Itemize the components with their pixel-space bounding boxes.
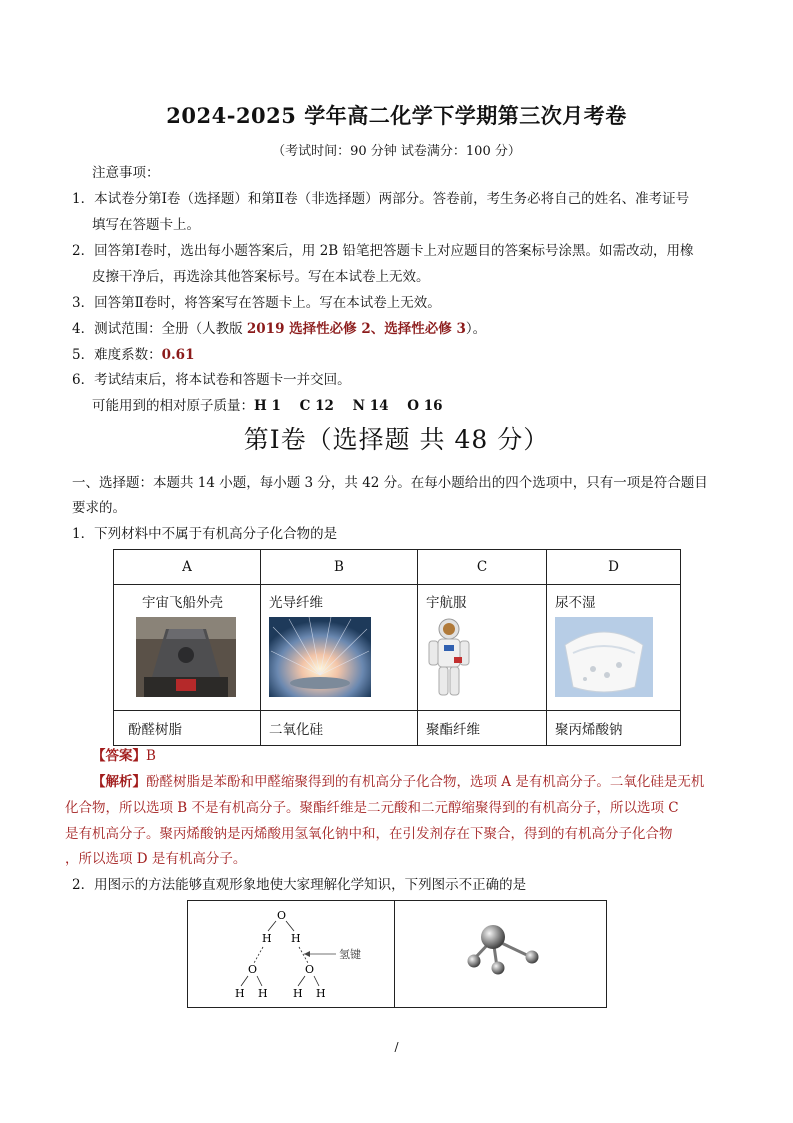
capsule-image [136, 617, 236, 697]
analysis-line-1: 【解析】酚醛树脂是苯酚和甲醛缩聚得到的有机高分子化合物，选项 A 是有机高分子。二氧化硅是无机 [92, 774, 705, 790]
question-2-figures [187, 900, 607, 1008]
exam-info: （考试时间：90 分钟 试卷满分：100 分） [272, 144, 521, 159]
note-2-cont: 皮擦干净后，再选涂其他答案标号。写在本试卷上无效。 [92, 269, 430, 285]
svg-text:O: O [277, 909, 287, 922]
note-2: 2．回答第Ⅰ卷时，选出每小题答案后，用 2B 铅笔把答题卡上对应题目的答案标号涂黑。如需改动，用橡 [72, 243, 694, 259]
note-3: 3．回答第Ⅱ卷时，将答案写在答题卡上。写在本试卷上无效。 [72, 295, 441, 311]
option-b-item: 光导纤维 [269, 595, 323, 611]
option-b-letter: B [261, 550, 418, 585]
ball-stick-model [395, 901, 606, 1007]
svg-text:H: H [293, 987, 303, 1000]
svg-text:O: O [248, 963, 258, 976]
note-1-cont: 填写在答题卡上。 [92, 217, 200, 233]
option-d-item: 尿不湿 [555, 595, 596, 611]
spacesuit-image [424, 617, 474, 697]
option-a-material: 酚醛树脂 [114, 711, 261, 746]
fiber-optic-image [269, 617, 371, 697]
hydrogen-bond-diagram [188, 901, 394, 1007]
note-1: 1．本试卷分第Ⅰ卷（选择题）和第Ⅱ卷（非选择题）两部分。答卷前，考生务必将自己的姓名、准考证号 [72, 191, 690, 207]
option-c-item: 宇航服 [426, 595, 467, 611]
answer: 【答案】B [92, 748, 156, 764]
option-c-letter: C [418, 550, 547, 585]
svg-text:H: H [316, 987, 326, 1000]
option-d-material: 聚丙烯酸钠 [547, 711, 681, 746]
option-b-material: 二氧化硅 [261, 711, 418, 746]
svg-text:O: O [305, 963, 315, 976]
page-number: / [394, 1040, 399, 1054]
option-a-item: 宇宙飞船外壳 [142, 595, 223, 611]
diaper-image [555, 617, 653, 697]
instructions-line-1: 一、选择题：本题共 14 小题，每小题 3 分，共 42 分。在每小题给出的四个选项中，只有一项是符合题目 [72, 475, 708, 491]
option-d-letter: D [547, 550, 681, 585]
notes-heading: 注意事项： [92, 165, 160, 181]
atomic-masses: 可能用到的相对原子质量：H 1 C 12 N 14 O 16 [92, 398, 443, 414]
section-title: 第Ⅰ卷（选择题 共 48 分） [243, 425, 550, 454]
options-table [113, 549, 681, 746]
page-title: 2024-2025 学年高二化学下学期第三次月考卷 [166, 103, 627, 128]
analysis-line-2: 化合物，所以选项 B 不是有机高分子。聚酯纤维是二元酸和二元醇缩聚得到的有机高分子，所以选项 C [65, 800, 679, 816]
analysis-line-3: 是有机高分子。聚丙烯酸钠是丙烯酸用氢氧化钠中和，在引发剂存在下聚合，得到的有机高分子化合物 [65, 826, 673, 842]
question-2-stem: 2．用图示的方法能够直观形象地使大家理解化学知识，下列图示不正确的是 [72, 877, 527, 893]
note-5: 5．难度系数：0.61 [72, 347, 195, 363]
svg-text:H: H [291, 932, 301, 945]
svg-text:H: H [258, 987, 268, 1000]
instructions-line-2: 要求的。 [72, 500, 126, 516]
option-c-material: 聚酯纤维 [418, 711, 547, 746]
svg-text:H: H [235, 987, 245, 1000]
analysis-line-4: ，所以选项 D 是有机高分子。 [65, 851, 247, 867]
hydrogen-bond-label: 氢键 [339, 948, 361, 961]
question-1-stem: 1．下列材料中不属于有机高分子化合物的是 [72, 526, 338, 542]
option-a-letter: A [114, 550, 261, 585]
note-4: 4．测试范围：全册（人教版 2019 选择性必修 2、选择性必修 3）。 [72, 321, 487, 337]
svg-text:H: H [262, 932, 272, 945]
note-6: 6．考试结束后，将本试卷和答题卡一并交回。 [72, 372, 351, 388]
